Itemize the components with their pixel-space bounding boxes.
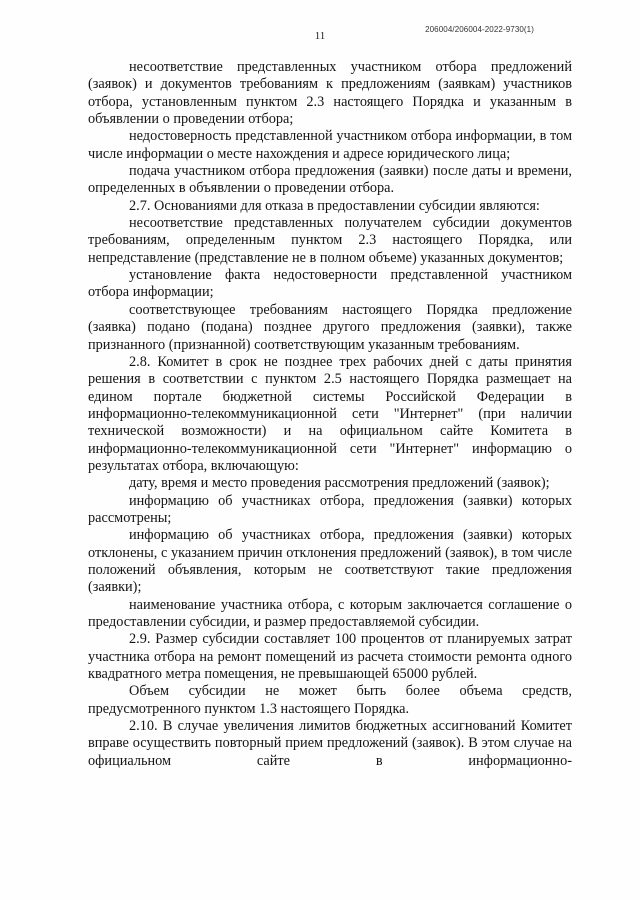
paragraph-unreliable-information: недостоверность представленной участником отбора информации, в том числе информации о месте нахождения и адресе юридического лица; <box>88 128 572 162</box>
paragraph-2-7-heading: 2.7. Основаниями для отказа в предоставлении субсидии являются: <box>129 197 540 214</box>
paragraph-noncompliance-documents: несоответствие представленных участником отбора предложений (заявок) и документов требованиям к предложениям (заявкам) участников отбора, установленным пунктом 2.3 настоящего Порядка и указанным в объявлении о проведении отбора; <box>88 59 572 128</box>
paragraph-unreliability-fact: установление факта недостоверности представленной участником отбора информации; <box>88 267 572 301</box>
paragraph-date-time-place: дату, время и место проведения рассмотрения предложений (заявок); <box>129 475 550 492</box>
paragraph-2-9-subsidy-size: 2.9. Размер субсидии составляет 100 процентов от планируемых затрат участника отбора на ремонт помещений из расчета стоимости ремонта одного квадратного метра помещения, не превышающей 65000 рублей. <box>88 631 572 683</box>
document-registration-number: 206004/206004-2022-9730(1) <box>425 25 534 34</box>
paragraph-agreement-participant: наименование участника отбора, с которым заключается соглашение о предоставлении субсидии, и размер предоставляемой субсидии. <box>88 596 572 630</box>
document-body <box>88 59 572 770</box>
paragraph-2-10-repeat-acceptance: 2.10. В случае увеличения лимитов бюджетных ассигнований Комитет вправе осуществить повторный прием предложений (заявок). В этом случае на официальном сайте в информационно- <box>88 718 572 769</box>
paragraph-rejected-participants: информацию об участниках отбора, предложения (заявки) которых отклонены, с указанием причин отклонения предложений (заявок), в том числе положений объявления, которым не соответствуют такие предложения (заявки); <box>88 527 572 596</box>
paragraph-late-submission: подача участником отбора предложения (заявки) после даты и времени, определенных в объявлении о проведении отбора. <box>88 163 572 197</box>
paragraph-considered-participants: информацию об участниках отбора, предложения (заявки) которых рассмотрены; <box>88 492 572 526</box>
paragraph-recipient-documents-noncompliance: несоответствие представленных получателем субсидии документов требованиям, определенным пунктом 2.3 настоящего Порядка, или непредставление (представление не в полном объеме) указанных документов; <box>88 215 572 266</box>
paragraph-subsidy-volume: Объем субсидии не может быть более объема средств, предусмотренного пунктом 1.3 настоящего Порядка. <box>88 683 572 717</box>
paragraph-2-8-results-publication: 2.8. Комитет в срок не позднее трех рабочих дней с даты принятия решения в соответствии с пунктом 2.5 настоящего Порядка размещает на едином портале бюджетной системы Российской Федерации в информационно-телекоммуникационной сети "Интернет" (при наличии технической возможности) и на официальном сайте Комитета в информационно-телекоммуникационной сети "Интернет" информацию о результатах отбора, включающую: <box>88 353 572 474</box>
page-number: 11 <box>314 30 326 42</box>
paragraph-later-submission: соответствующее требованиям настоящего Порядка предложение (заявка) подано (подана) позднее другого предложения (заявки), также признанного (признанной) соответствующим указанным требованиям. <box>88 301 572 353</box>
